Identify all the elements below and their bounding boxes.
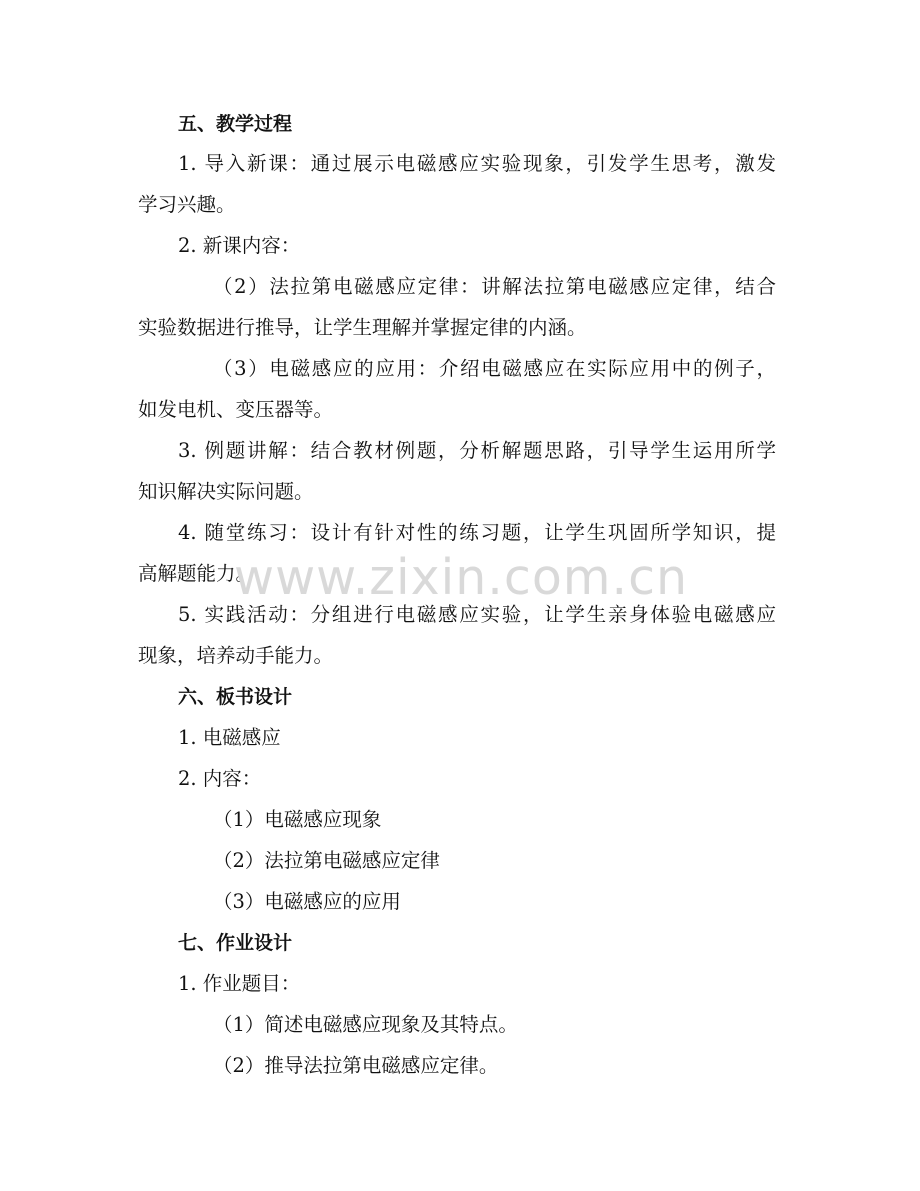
paragraph-examples-line2: 知识解决实际问题。	[138, 480, 314, 503]
section-heading-board-design: 六、板书设计	[178, 686, 293, 708]
board-item-1: 1. 电磁感应	[178, 726, 281, 749]
paragraph-practice-line1: 4. 随堂练习：设计有针对性的练习题，让学生巩固所学知识，提	[178, 521, 776, 544]
paragraph-activity-line2: 现象，培养动手能力。	[138, 644, 334, 667]
section-heading-homework: 七、作业设计	[178, 932, 293, 954]
paragraph-examples-line1: 3. 例题讲解：结合教材例题，分析解题思路，引导学生运用所学	[178, 439, 776, 462]
sub-item-application-line2: 如发电机、变压器等。	[138, 398, 334, 421]
sub-item-faraday-line2: 实验数据进行推导，让学生理解并掌握定律的内涵。	[138, 316, 587, 339]
homework-sub-item-1: （1）简述电磁感应现象及其特点。	[213, 1013, 518, 1036]
paragraph-practice-line2: 高解题能力。	[138, 562, 256, 585]
watermark-text: www.zixin.com.cn	[234, 549, 689, 606]
sub-item-application-line1: （3）电磁感应的应用：介绍电磁感应在实际应用中的例子，	[213, 357, 776, 380]
board-item-2: 2. 内容：	[178, 767, 262, 790]
paragraph-activity-line1: 5. 实践活动：分组进行电磁感应实验，让学生亲身体验电磁感应	[178, 603, 776, 626]
sub-item-faraday-line1: （2）法拉第电磁感应定律：讲解法拉第电磁感应定律，结合	[213, 275, 776, 298]
board-sub-item-1: （1）电磁感应现象	[213, 808, 382, 831]
paragraph-new-content: 2. 新课内容：	[178, 234, 301, 257]
homework-sub-item-2: （2）推导法拉第电磁感应定律。	[213, 1054, 499, 1077]
board-sub-item-3: （3）电磁感应的应用	[213, 890, 401, 913]
section-heading-teaching-process: 五、教学过程	[178, 113, 293, 135]
paragraph-intro-line1: 1. 导入新课：通过展示电磁感应实验现象，引发学生思考，激发	[178, 152, 776, 175]
paragraph-intro-line2: 学习兴趣。	[138, 193, 236, 216]
homework-item-1: 1. 作业题目：	[178, 972, 301, 995]
board-sub-item-2: （2）法拉第电磁感应定律	[213, 849, 440, 872]
